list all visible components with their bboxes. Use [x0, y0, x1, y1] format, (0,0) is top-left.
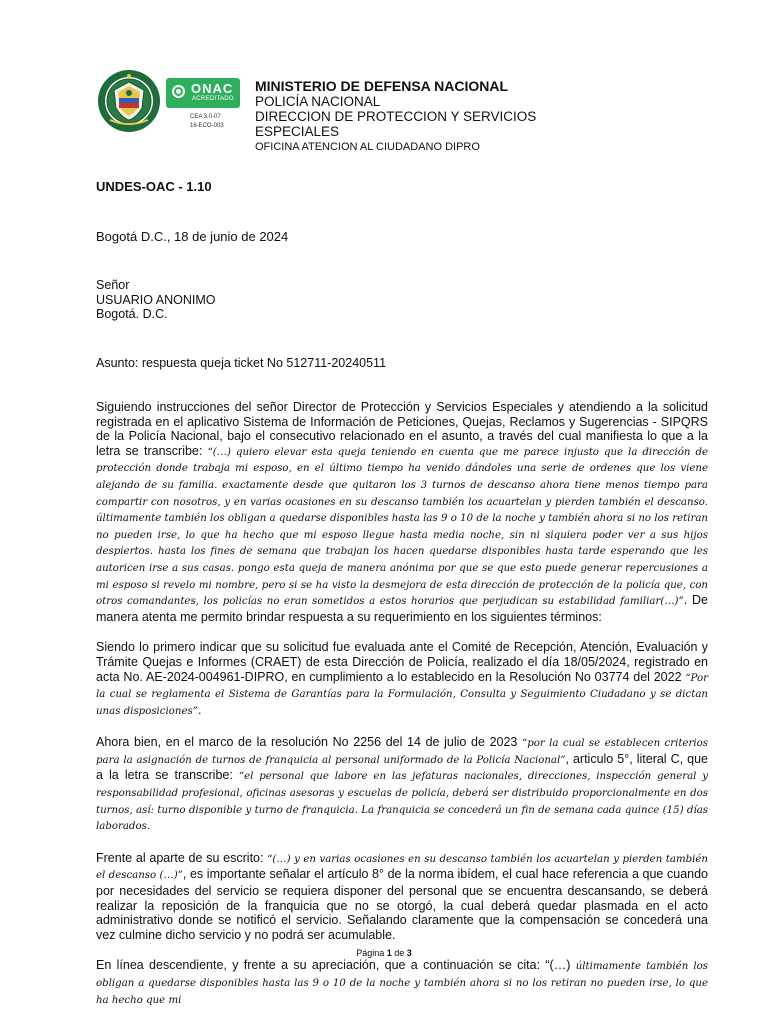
onac-accredited-label: ACREDITADO — [192, 96, 234, 102]
resolution-2256-title-quote: “por la cual se establecen criterios para la asignación de turnos de franquicia al personal uniformado de la Policía Nacional” — [96, 738, 708, 766]
paragraph-3-text: Ahora bien, en el marco de la resolución No 2256 del 14 de julio de 2023 — [96, 735, 523, 750]
letterhead — [255, 78, 555, 154]
ministry-title: MINISTERIO DE DEFENSA NACIONAL — [255, 78, 509, 94]
addressee-block — [96, 278, 215, 322]
page-label: Página — [356, 948, 387, 958]
document-date: Bogotá D.C., 18 de junio de 2024 — [96, 229, 289, 244]
addressee-city: Bogotá. D.C. — [96, 307, 168, 321]
subject-line: Asunto: respuesta queja ticket No 512711-20240511 — [96, 356, 387, 370]
paragraph-4 — [96, 851, 708, 943]
addressee-salutation: Señor — [96, 278, 130, 292]
paragraph-1-closing: . De manera atenta me permito brindar respuesta a su requerimiento en los siguientes términos: — [96, 593, 708, 624]
logo-group — [96, 68, 246, 140]
document-code: UNDES-OAC - 1.10 — [96, 179, 212, 194]
excerpt-quote-2: últimamente también los obligan a quedarse disponibles hasta las 9 o 10 de la noche y también ahora si no los retiran no pueden irse, lo que ha hecho que mi — [96, 961, 708, 1006]
police-seal-icon — [96, 68, 162, 134]
paragraph-3 — [96, 735, 708, 835]
direction-name: DIRECCION DE PROTECCION Y SERVICIOS ESPECIALES — [255, 109, 537, 139]
page-separator: de — [391, 948, 407, 958]
onac-ring-icon — [172, 85, 185, 98]
office-name: OFICINA ATENCION AL CIUDADANO DIPRO — [255, 141, 480, 153]
article-5-quote: “el personal que labore en las jefaturas nacionales, direcciones, inspección general y responsabilidad profesional, oficinas asesoras y escuelas de policía, deberá ser distribuido proporcionalmente en dos turnos, así: turno disponible y turno de franquicia. La franquicia se concederá un fin de semana cada quince (15) días laborados. — [96, 771, 709, 833]
paragraph-4-intro: Frente al aparte de su escrito: — [96, 850, 268, 865]
paragraph-5-intro: En línea descendiente, y frente a su apreciación, que a continuación se cita: “(…) — [96, 958, 576, 973]
onac-wordmark: ONAC — [191, 81, 234, 96]
paragraph-5 — [96, 958, 708, 1008]
accreditation-code-1: CEA 3.0-07 — [190, 114, 221, 120]
page-current: 1 — [386, 948, 392, 958]
resolution-title-quote: “Por la cual se reglamenta el Sistema de Garantías para la Formulación, Consulta y Seguimiento Ciudadano y se dictan unas disposiciones” — [96, 672, 708, 717]
paragraph-2-text: Siendo lo primero indicar que su solicitud fue evaluada ante el Comité de Recepción, Atención, Evaluación y Trámite Quejas e Informes (CRAET) de esta Dirección de Policía, realizado el día 18/05/2024, registrado en acta No. AE-2024-004961-DIPRO, en cumplimiento a lo establecido en la Resolución No 03774 del 2022 — [96, 640, 708, 684]
letter-body — [96, 400, 708, 1024]
paragraph-1-intro: Siguiendo instrucciones del señor Director de Protección y Servicios Especiales y atendiendo a la solicitud registrada en el aplicativo Sistema de Información de Peticiones, Quejas, Reclamos y Sugerencias - SIPQRS de la Policía Nacional, bajo el consecutivo relacionado en el asunto, a través del cual manifiesta lo que a la letra se transcribe: — [96, 400, 708, 458]
accreditation-code-2: 16-ECO-003 — [190, 123, 224, 129]
institution-name: POLICÍA NACIONAL — [255, 94, 381, 109]
page-number — [0, 948, 768, 958]
paragraph-2 — [96, 640, 708, 719]
paragraph-3-middle: , articulo 5°, literal C, que a la letra se transcribe: — [96, 751, 708, 783]
addressee-name: USUARIO ANONIMO — [96, 292, 216, 307]
paragraph-1 — [96, 400, 708, 624]
paragraph-2-end: . — [197, 702, 202, 717]
paragraph-4-text: , es importante señalar el artículo 8° de la norma ibídem, el cual hace referencia a que cuando por necesidades del servicio se requiera disponer del personal que se encuentra descansando, se deberá realizar la reposición de la franquicia que no se otorgó, la cual deberá quedar plasmada en el acto administrativo donde se notificó el servicio. Señalando claramente que la compensación se concederá una vez culmine dicho servicio y no podrá ser acumulable. — [96, 867, 708, 942]
onac-badge — [166, 78, 240, 108]
excerpt-quote: “(…) y en varias ocasiones en su descanso también los acuartelan y pierden también el descanso (…)” — [96, 853, 708, 882]
complaint-quote: “(…) quiero elevar esta queja teniendo en cuenta que me parece injusto que la dirección de protección donde trabaja mi esposo, en el último tiempo ha venido dándoles una serie de ordenes que los viene alejando de su familia. exactamente desde que quitaron los 3 turnos de descanso ahora tiene menos tiempo para compartir con nosotros, y en varias ocasiones en su descanso también los acuartelan y pierden también el descanso. últimamente también los obligan a quedarse disponibles hasta las 9 o 10 de la noche y también ahora si no los retiran no pueden irse, lo que ha hecho que mi esposo llegue hasta media noche, sin ni siquiera poder ver a sus hijos despiertos. hasta los fines de semana que trabajan los hacen quedarse disponibles hasta tarde esperando que les autoricen irse a sus casas. pongo esta queja de manera anónima por que se que esto puede generar repercusiones a mi esposo si revelo mi nombre, pero si se ha visto la desmejora de esta dirección de protección de la policía que, con otros comandantes, los policías no eran sometidos a estos horarios que perjudican su estabilidad familiar(…)” — [96, 446, 708, 608]
page-total: 3 — [406, 948, 412, 958]
accreditation-codes — [190, 113, 224, 131]
